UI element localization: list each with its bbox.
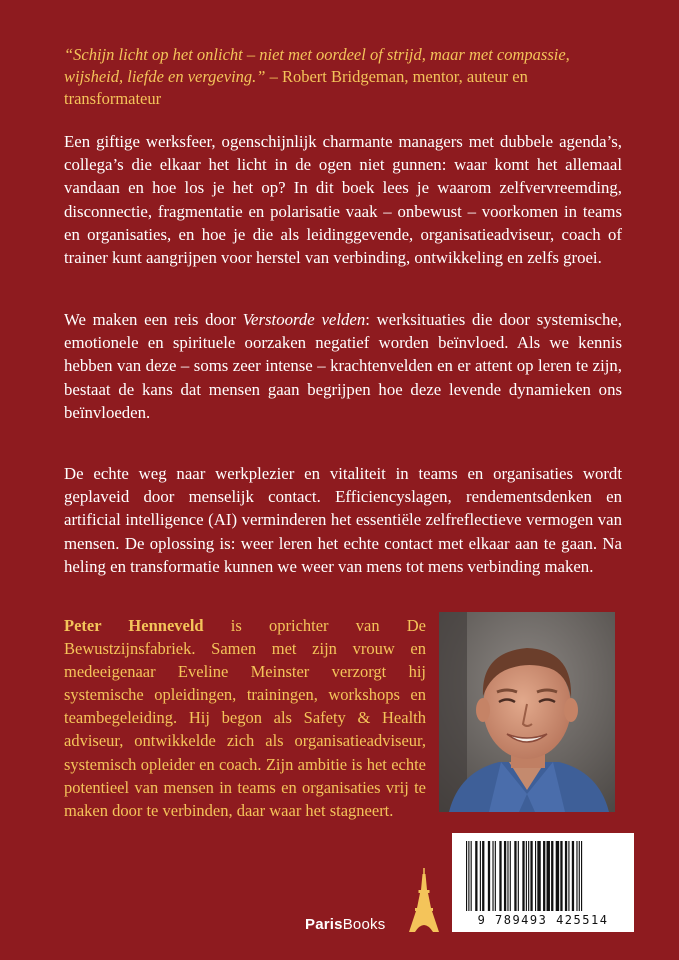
blurb-paragraph-2 xyxy=(64,308,622,424)
barcode-bar xyxy=(468,841,469,911)
author-name: Peter Henneveld xyxy=(64,616,204,635)
epigraph-quote xyxy=(64,44,622,110)
barcode-bar xyxy=(526,841,527,911)
barcode-bar xyxy=(495,841,496,911)
barcode-bar xyxy=(471,841,472,911)
barcode-bar xyxy=(576,841,577,911)
barcode-bar xyxy=(522,841,524,911)
barcode-bar xyxy=(568,841,569,911)
book-title-inline: Verstoorde velden xyxy=(242,310,366,329)
quote-text: “Schijn licht op het onlicht – niet met oordeel of strijd, maar met compassie, wijsheid, liefde en vergeving.” xyxy=(64,45,570,86)
barcode-bar xyxy=(556,841,559,911)
isbn-number: 9 789493 425514 xyxy=(477,913,609,927)
barcode-bar xyxy=(565,841,567,911)
barcode-bar xyxy=(466,841,467,911)
author-bio xyxy=(64,614,426,822)
publisher-logo xyxy=(305,868,443,932)
barcode-bar xyxy=(530,841,532,911)
barcode-bar xyxy=(579,841,580,911)
barcode-bar xyxy=(572,841,574,911)
barcode-bar xyxy=(482,841,484,911)
barcode-bar xyxy=(480,841,481,911)
eiffel-tower-icon xyxy=(408,868,440,932)
publisher-name xyxy=(305,916,385,933)
blurb-paragraph-1: Een giftige werksfeer, ogenschijnlijk charmante managers met dubbele agenda’s, collega’s die elkaar het licht in de ogen niet gunnen: waar komt het allemaal vandaan en hoe los je het op? In dit boek lees je waarom zelfvervreemding, disconnectie, fragmentatie en polarisatie vaak – onbewust – voorkomen in teams en organisaties, en hoe je die als leidinggevende, organisatieadviseur, coach of trainer kunt aangrijpen voor herstel van verbinding, ontwikkeling en zelfs groei. xyxy=(64,132,622,268)
barcode-bar xyxy=(528,841,529,911)
author-photo xyxy=(439,612,615,812)
barcode-bar xyxy=(504,841,506,911)
author-portrait-illustration xyxy=(439,612,615,812)
barcode-bar xyxy=(518,841,519,911)
barcode-bar xyxy=(535,841,536,911)
p2-after: : werksituaties die door systemische, emotionele en spirituele oorzaken negatief worden beïnvloed. Als we kennis hebben van deze – soms zeer intense – krachtenvelden en er attent op leren te zijn, bestaat de kans dat mensen gaan begrijpen hoe deze levende dynamieken ons beïnvloeden. xyxy=(64,310,622,422)
barcode-bar xyxy=(507,841,508,911)
barcode-bar xyxy=(537,841,540,911)
author-bio-text: is oprichter van De Bewustzijnsfabriek. Samen met zijn vrouw en medeeigenaar Eveline Meinster verzorgt hij systemische opleidingen, trainingen, workshops en teambegeleiding. Hij begon als Safety & Health adviseur, ontwikkelde zich als organisatieadviseur, systemisch opleider en coach. Zijn ambitie is het echte potentieel van mensen in teams en organisaties vrij te maken door te verbinden, daar waar het stagneert. xyxy=(64,616,426,820)
barcode-bar xyxy=(551,841,553,911)
barcode-bar xyxy=(475,841,477,911)
barcode-bar xyxy=(510,841,511,911)
barcode-bar xyxy=(547,841,550,911)
publisher-name-books: Books xyxy=(342,916,386,933)
quote-attribution: – Robert Bridgeman, mentor, auteur en transformateur xyxy=(64,67,528,108)
barcode-bar xyxy=(543,841,545,911)
isbn-barcode xyxy=(452,833,634,932)
barcode-bars xyxy=(462,841,624,911)
blurb-paragraph-3: De echte weg naar werkplezier en vitaliteit in teams en organisaties wordt geplaveid door menselijk contact. Efficiencyslagen, rendementsdenken en artificial intelligence (AI) verminderen het essentiële zelfreflectieve vermogen van mensen. De oplossing is: weer leren het echte contact met elkaar aan te gaan. Na heling en transformatie kunnen we weer van mens tot mens verbinding maken. xyxy=(64,464,622,576)
barcode-bar xyxy=(492,841,493,911)
barcode-bar xyxy=(514,841,516,911)
p2-before: We maken een reis door xyxy=(64,310,243,329)
barcode-bar xyxy=(488,841,490,911)
barcode-bar xyxy=(581,841,582,911)
publisher-name-paris: Paris xyxy=(305,916,343,933)
barcode-bar xyxy=(499,841,501,911)
barcode-bar xyxy=(560,841,562,911)
